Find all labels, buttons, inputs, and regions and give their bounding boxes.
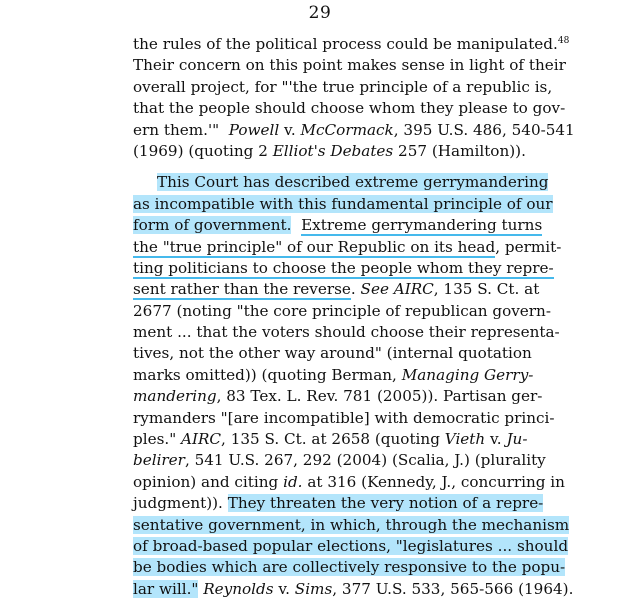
paragraph-2: This Court has described extreme gerrymandering as incompatible with this fundamental principle of our form of government. Extreme gerrymandering turns the "true principle" of our Republic on its head, permit- ting politicians to choose the people whom they repre- sent rather than the reverse. See AIRC, 135 S. Ct. at 2677 (noting "the core principle of republican govern- ment ... that the voters should choose their representa- tives, not the other way around" (internal quotation marks omitted)) (quoting Berman, Managing Gerry- mandering, 83 Tex. L. Rev. 781 (2005)). Partisan ger- rymanders "[are incompatible] with democratic princi- ples." AIRC, 135 S. Ct. at 2658 (quoting Vieth v. Ju- belirer, 541 U.S. 267, 292 (2004) (Scalia, J.) (plurality opinion) and citing id. at 316 (Kennedy, J., concurring in judgment)). They threaten the very notion of a repre- sentative government, in which, through the mechanism of broad-based popular elections, "legislatures ... should be bodies which are collectively responsive to the popu- lar will." Reynolds v. Sims, 377 U.S. 533, 565-566 (1964). xyxy=(133,173,574,598)
highlighted-text: form of government. xyxy=(133,216,292,235)
highlighted-text: This Court has described extreme gerrymandering xyxy=(157,173,549,192)
footnote-marker[interactable]: 48 xyxy=(557,36,570,46)
underlined-text: Extreme gerrymandering turns xyxy=(301,216,543,235)
underlined-text: ting politicians to choose the people whom they repre- xyxy=(133,258,554,277)
highlighted-text: lar will." xyxy=(133,579,199,598)
paragraph-1: the rules of the political process could be manipulated.$^{48}$ Their concern on this point makes sense in light of their overall project, for "'the true principle of a republic is, that the people should choose whom they please to gov- ern them.'" Powell v. McCormack, 395 U.S. 486, 540-541 (1969) (quoting 2 Elliot's Debates 257 (Hamilton)). xyxy=(133,35,575,160)
document-body xyxy=(133,34,575,600)
highlighted-text: of broad-based popular elections, "legislatures ... should xyxy=(133,536,569,555)
underlined-text: the "true principle" of our Republic on its head xyxy=(133,237,496,256)
page-number: 29 xyxy=(308,3,332,23)
highlighted-text: as incompatible with this fundamental principle of our xyxy=(133,194,553,213)
underlined-text: sent rather than the reverse xyxy=(133,280,351,299)
highlighted-text: be bodies which are collectively responsive to the popu- xyxy=(133,558,566,577)
highlighted-text: sentative government, in which, through the mechanism xyxy=(133,515,570,534)
highlighted-text: They threaten the very notion of a repre- xyxy=(227,494,544,513)
